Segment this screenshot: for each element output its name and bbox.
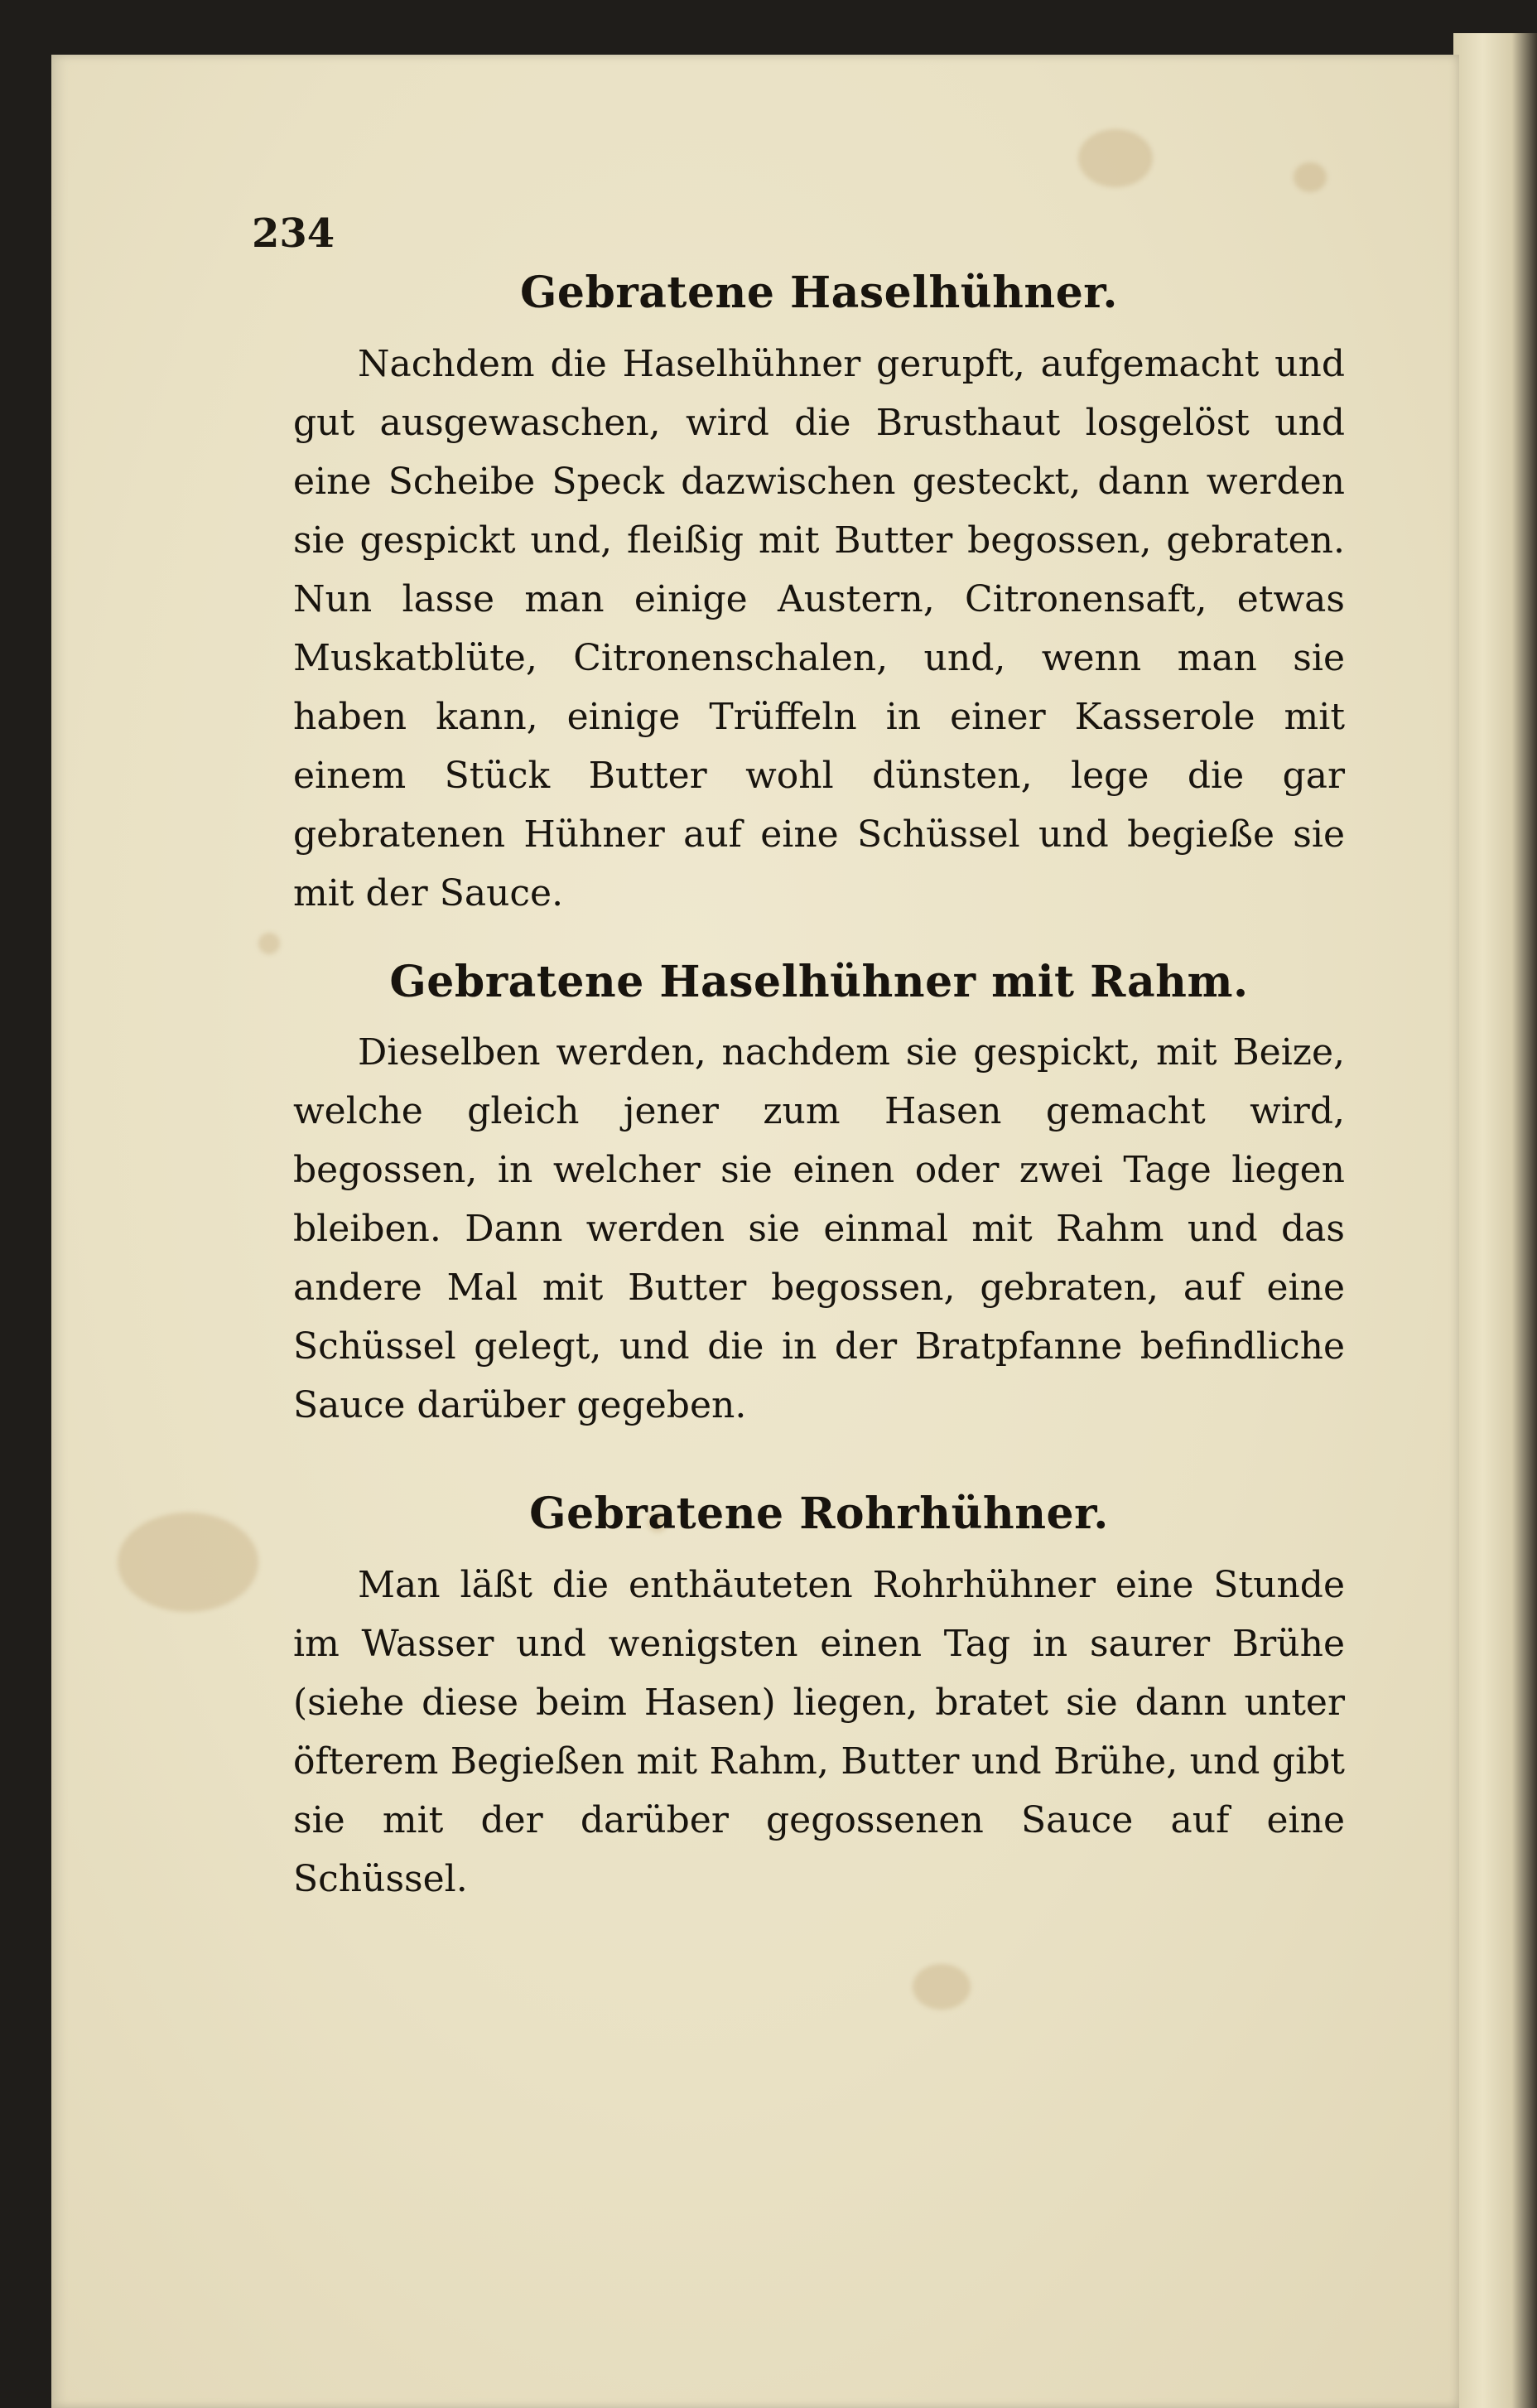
paper-stain	[1294, 162, 1327, 192]
paper-stain	[913, 1964, 971, 2010]
recipe-haselhuehner-mit-rahm	[293, 954, 1345, 1436]
recipe-paragraph: Dieselben werden, nachdem sie gespickt, mit Beize, welche gleich jener zum Hasen gemacht wird, begossen, in welcher sie einen oder zwei Tage liegen bleiben. Dann werden sie einmal mit Rahm und das andere Mal mit Butter begossen, gebraten, auf eine Schüssel gelegt, und die in der Bratpfanne befindliche Sauce darüber gegeben.	[293, 1031, 1345, 1427]
paper-stain	[118, 1513, 258, 1612]
page-text	[293, 265, 1345, 1909]
recipe-heading: Gebratene Haselhühner.	[519, 268, 1118, 318]
next-page-edge	[1453, 33, 1537, 2408]
paper-stain	[258, 933, 280, 954]
recipe-haselhuehner	[293, 265, 1345, 923]
paper-stain	[1078, 129, 1153, 187]
recipe-rohrhuehner	[293, 1486, 1345, 1909]
recipe-heading: Gebratene Haselhühner mit Rahm.	[389, 956, 1249, 1007]
recipe-heading: Gebratene Rohrhühner.	[529, 1489, 1109, 1540]
recipe-paragraph: Man läßt die enthäuteten Rohrhühner eine Stunde im Wasser und wenigsten einen Tag in saurer Brühe (siehe diese beim Hasen) liegen, bratet sie dann unter öfterem Begießen mit Rahm, Butter und Brühe, und gibt sie mit der darüber gegossenen Sauce auf eine Schüssel.	[293, 1563, 1345, 1900]
recipe-paragraph: Nachdem die Haselhühner gerupft, aufgemacht und gut ausgewaschen, wird die Brusthaut losgelöst und eine Scheibe Speck dazwischen gesteckt, dann werden sie gespickt und, fleißig mit Butter begossen, gebraten. Nun lasse man einige Austern, Citronensaft, etwas Muskatblüte, Citronenschalen, und, wenn man sie haben kann, einige Trüffeln in einer Kasserole mit einem Stück Butter wohl dünsten, lege die gar gebratenen Hühner auf eine Schüssel und begieße sie mit der Sauce.	[293, 342, 1345, 914]
page-number: 234	[252, 210, 335, 257]
